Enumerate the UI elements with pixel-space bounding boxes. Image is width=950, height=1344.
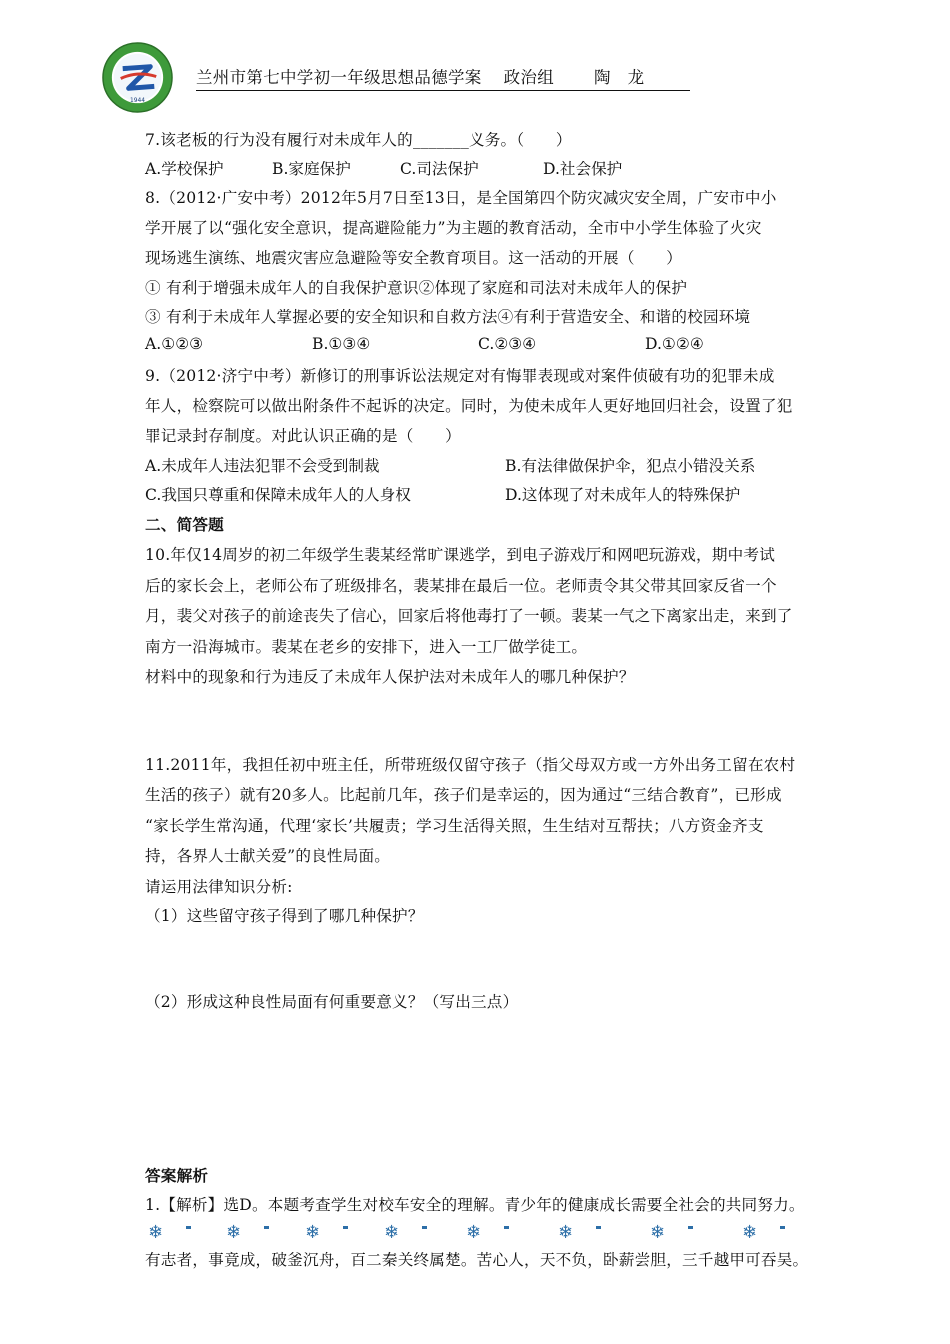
q11-sub2: （2）形成这种良性局面有何重要意义？（写出三点）: [145, 993, 519, 1011]
snowflake-icon: ❄: [650, 1222, 666, 1243]
header-group: 政治组: [503, 68, 555, 87]
q9-option-c: C.我国只尊重和保障未成年人的人身权: [145, 486, 411, 504]
snowflake-icon: ❄: [384, 1222, 400, 1243]
snowflake-icon: ❄: [226, 1222, 242, 1243]
q10-question: 材料中的现象和行为违反了未成年人保护法对未成年人的哪几种保护？: [145, 668, 635, 686]
q8-line: ① 有利于增强未成年人的自我保护意识②体现了家庭和司法对未成年人的保护: [145, 279, 688, 297]
q8-option-b: B.①③④: [312, 335, 371, 353]
q9-line: 罪记录封存制度。对此认识正确的是（ ）: [145, 427, 461, 445]
q7-option-c: C.司法保护: [400, 160, 479, 178]
footer-motto: 有志者，事竟成，破釜沉舟，百二秦关终属楚。苦心人，天不负，卧薪尝胆，三千越甲可吞吴。: [145, 1251, 809, 1269]
q7-option-d: D.社会保护: [543, 160, 623, 178]
q9-option-a: A.未成年人违法犯罪不会受到制裁: [145, 457, 380, 475]
q10-line: 月，裴父对孩子的前途丧失了信心，回家后将他毒打了一顿。裴某一气之下离家出走，来到了: [145, 607, 793, 625]
q8-line: 现场逃生演练、地震灾害应急避险等安全教育项目。这一活动的开展（ ）: [145, 249, 682, 267]
snowflake-icon: ❄: [466, 1222, 482, 1243]
q8-option-c: C.②③④: [478, 335, 537, 353]
q11-instruction: 请运用法律知识分析:: [145, 878, 293, 896]
header-author: 陶 龙: [594, 68, 645, 87]
q7-option-a: A.学校保护: [145, 160, 224, 178]
q11-line: 11.2011年，我担任初中班主任，所带班级仅留守孩子（指父母双方或一方外出务工留在农村: [145, 756, 796, 774]
q11-sub1: （1）这些留守孩子得到了哪几种保护？: [145, 907, 424, 925]
snowflake-icon: ❄: [148, 1222, 164, 1243]
header-title: 兰州市第七中学初一年级思想品德学案: [196, 68, 482, 87]
snowflake-icon: ❄: [558, 1222, 574, 1243]
snowflake-icon: ❄: [742, 1222, 758, 1243]
q8-option-a: A.①②③: [145, 335, 204, 353]
logo-year: 1944: [129, 98, 146, 105]
q7-option-b: B.家庭保护: [272, 160, 351, 178]
decorative-divider: [148, 1222, 808, 1246]
page-header: [196, 64, 690, 91]
snowflake-icon: ❄: [305, 1222, 321, 1243]
answers-heading: 答案解析: [145, 1166, 209, 1185]
q7-stem: 7.该老板的行为没有履行对未成年人的_______义务。（ ）: [145, 131, 572, 149]
q11-line: “家长学生常沟通，代理‘家长’共履责；学习生活得关照，生生结对互帮扶；八方资金齐支: [145, 817, 764, 835]
answer-1: 1.【解析】选D。本题考查学生对校车安全的理解。青少年的健康成长需要全社会的共同努力。: [145, 1196, 805, 1214]
q8-option-d: D.①②④: [645, 335, 704, 353]
q9-line: 9.（2012·济宁中考）新修订的刑事诉讼法规定对有悔罪表现或对案件侦破有功的犯罪未成: [145, 367, 775, 385]
school-logo: [101, 41, 174, 114]
q8-line: 8.（2012·广安中考）2012年5月7日至13日，是全国第四个防灾减灾安全周，广安市中小: [145, 189, 777, 207]
section-heading: 二、简答题: [145, 515, 224, 534]
q9-option-b: B.有法律做保护伞，犯点小错没关系: [505, 457, 756, 475]
q9-line: 年人，检察院可以做出附条件不起诉的决定。同时，为使未成年人更好地回归社会，设置了犯: [145, 397, 793, 415]
q10-line: 后的家长会上，老师公布了班级排名，裴某排在最后一位。老师责令其父带其回家反省一个: [145, 577, 777, 595]
q8-line: 学开展了以“强化安全意识，提高避险能力”为主题的教育活动，全市中小学生体验了火灾: [145, 219, 762, 237]
q10-line: 南方一沿海城市。裴某在老乡的安排下，进入一工厂做学徒工。: [145, 638, 588, 656]
q11-line: 生活的孩子）就有20多人。比起前几年，孩子们是幸运的，因为通过“三结合教育”，已形成: [145, 786, 782, 804]
q11-line: 持，各界人士献关爱”的良性局面。: [145, 847, 391, 865]
q9-option-d: D.这体现了对未成年人的特殊保护: [505, 486, 741, 504]
q8-line: ③ 有利于未成年人掌握必要的安全知识和自救方法④有利于营造安全、和谐的校园环境: [145, 308, 751, 326]
q10-line: 10.年仅14周岁的初二年级学生裴某经常旷课逃学，到电子游戏厅和网吧玩游戏，期中考试: [145, 546, 776, 564]
